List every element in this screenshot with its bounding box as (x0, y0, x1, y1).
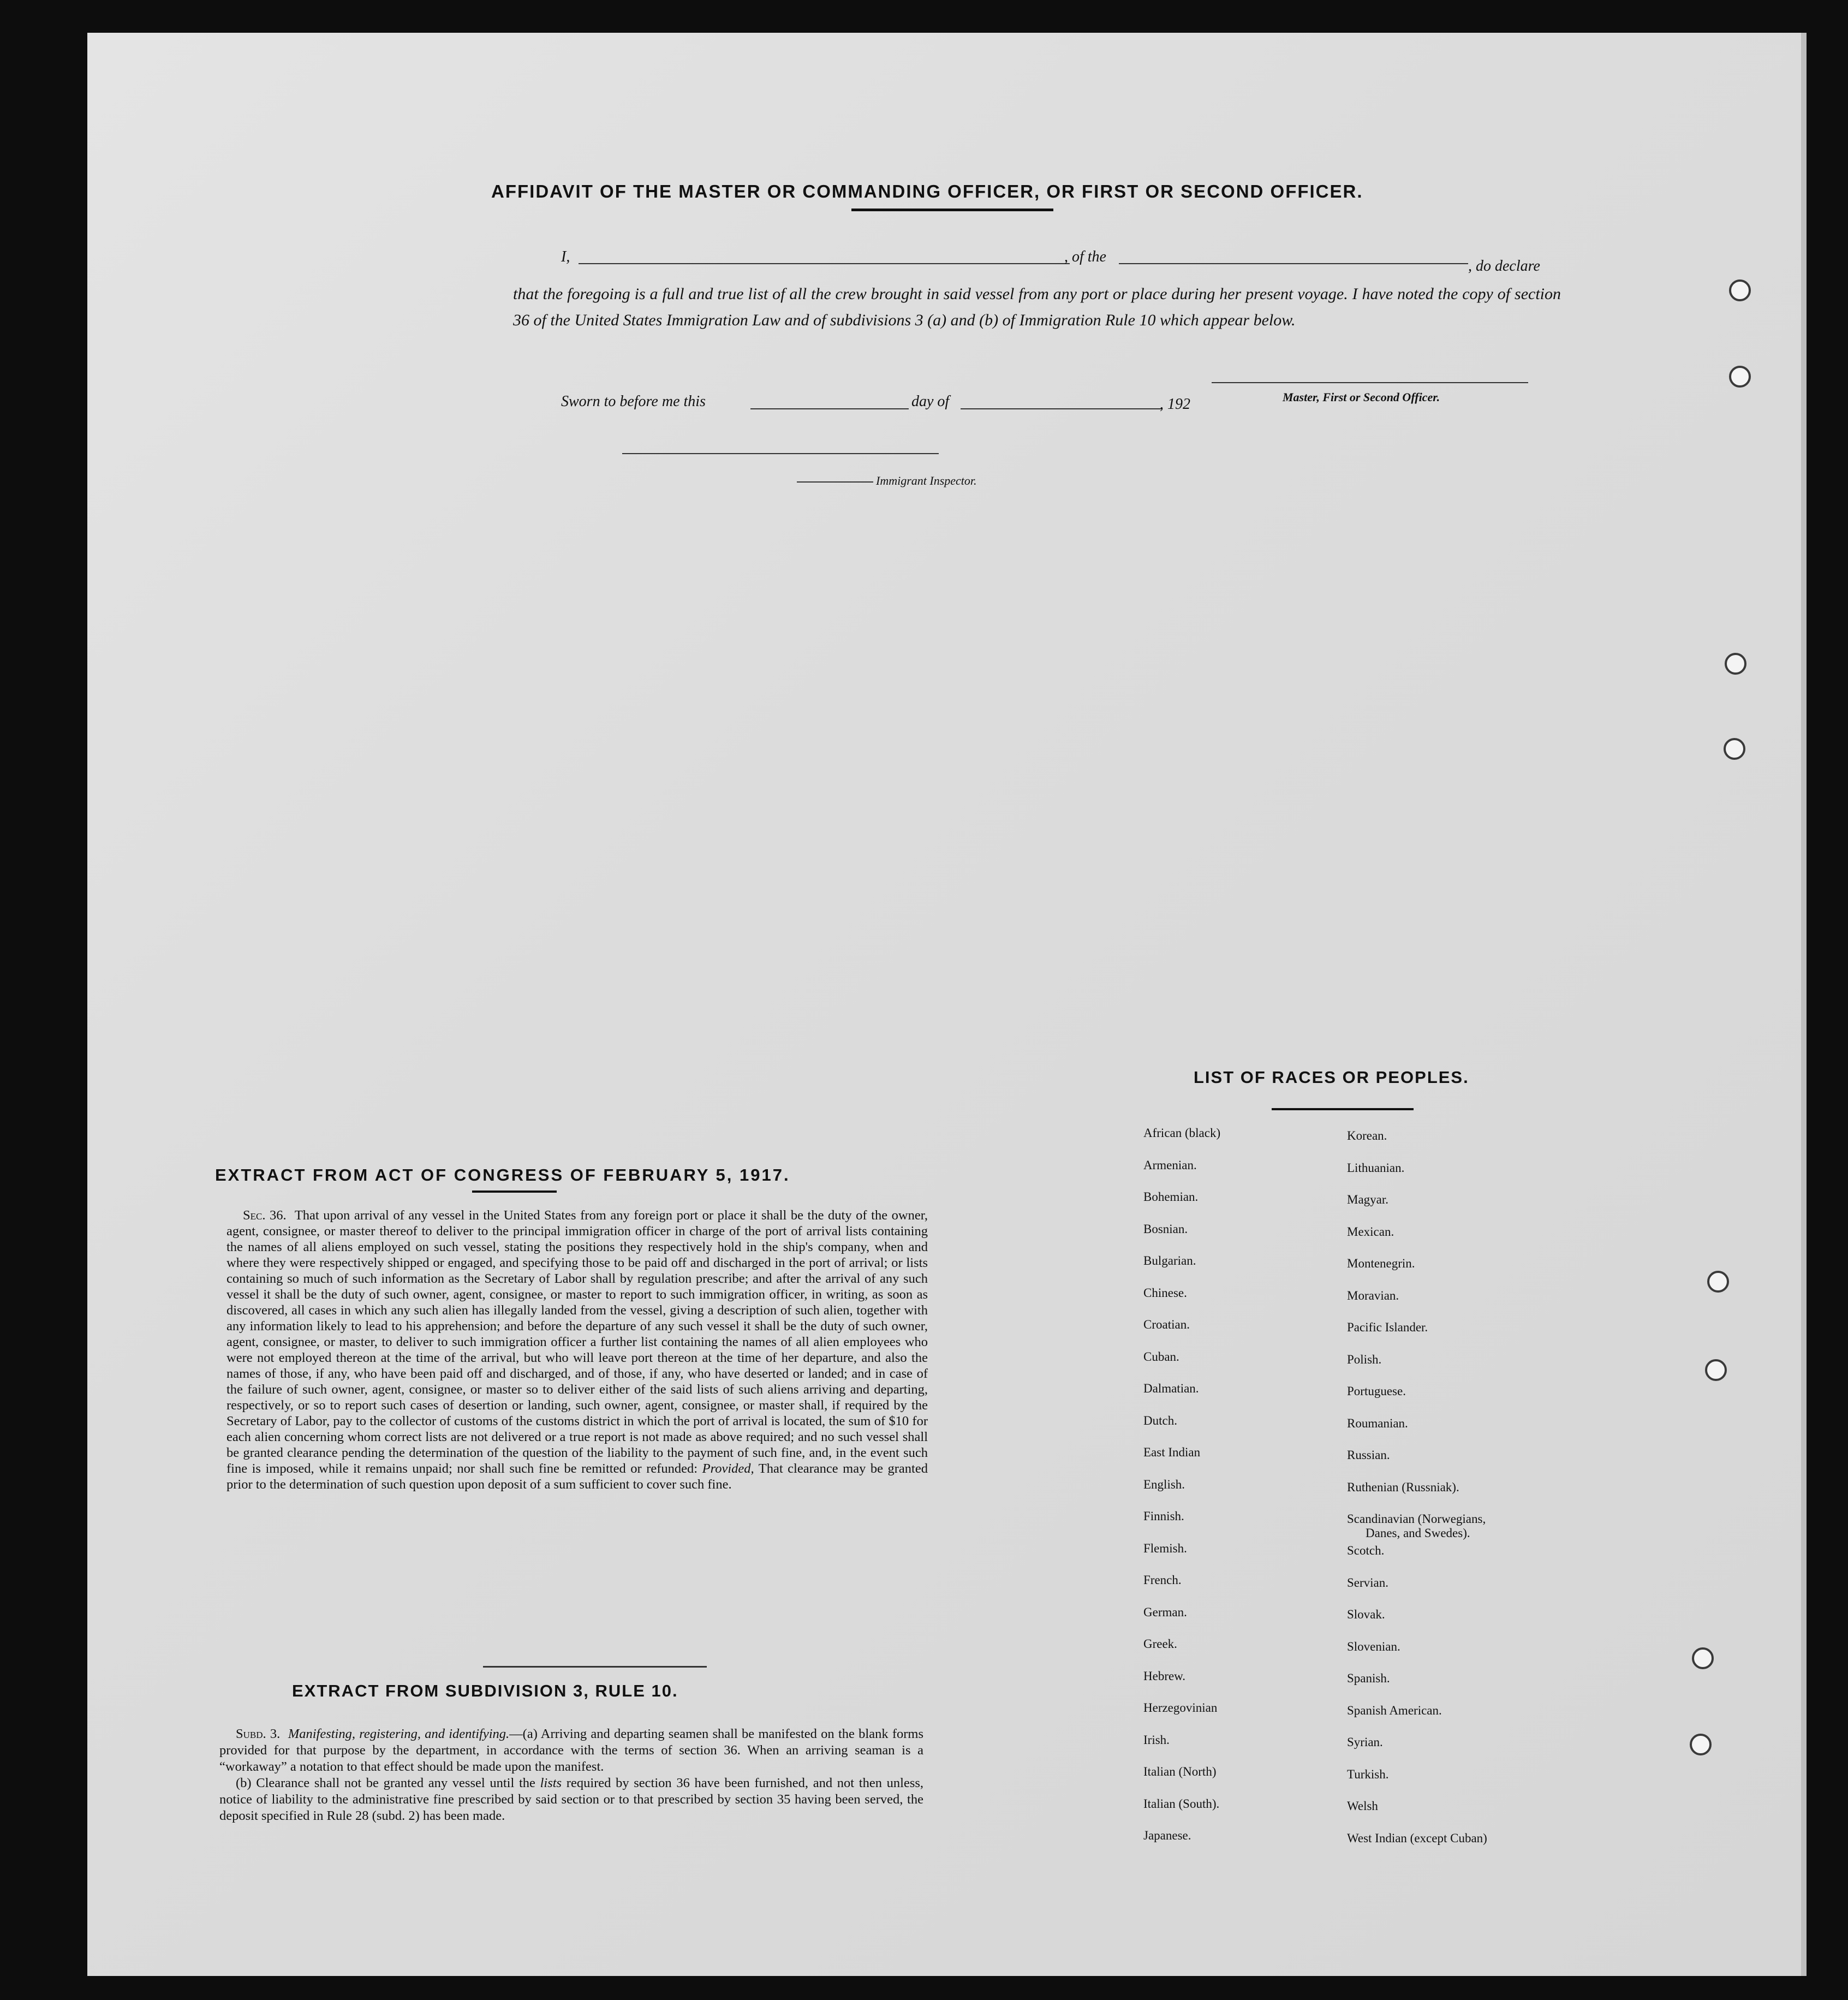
inspector-signature-line (622, 453, 939, 454)
race-item: East Indian (1143, 1445, 1201, 1459)
para-a: —(a) Arriving and departing seamen shall be manifested on the blank forms provided for that purpose by the department, in accordance with the terms of section 36. When an arriving seaman is a “workaway” a notation to that effect should be made upon the manifest. (219, 1727, 923, 1774)
race-item: French. (1143, 1573, 1182, 1587)
proviso-text: That clearance may be granted prior to the determination of such question upon deposit of a sum sufficient to cover such fine. (226, 1461, 928, 1492)
affidavit-body: that the foregoing is a full and true list of all the crew brought in said vessel from any port or place during her present voyage. I have noted the copy of section 36 of the United States Immigration Law and of subdivisions 3 (a) and (b) of Immigration Rule 10 which appear below. (513, 285, 1561, 329)
race-item: Scotch. (1347, 1544, 1385, 1557)
binder-hole-3 (1725, 653, 1746, 675)
binder-hole-5 (1707, 1271, 1729, 1293)
affidavit-vessel-blank (1119, 263, 1468, 264)
race-item: Slovenian. (1347, 1639, 1400, 1653)
para-b-lists: lists (540, 1776, 562, 1790)
races-title-rule (1272, 1108, 1414, 1110)
race-item: Italian (South). (1143, 1796, 1220, 1811)
extract-rule-text (219, 1726, 923, 1824)
race-item: Danes, and Swedes). (1366, 1526, 1470, 1540)
binder-hole-1 (1729, 279, 1751, 301)
race-item: Magyar. (1347, 1193, 1389, 1206)
binder-hole-7 (1692, 1647, 1714, 1669)
extract-act-text (226, 1207, 928, 1492)
master-signature-line (1212, 382, 1528, 383)
race-item: Polish. (1347, 1352, 1382, 1366)
race-item: Bulgarian. (1143, 1254, 1196, 1267)
race-item: Syrian. (1347, 1735, 1383, 1749)
scanned-page (87, 33, 1807, 1976)
race-item: Welsh (1347, 1799, 1378, 1813)
master-signature-label: Master, First or Second Officer. (1283, 390, 1440, 404)
race-item: Roumanian. (1347, 1416, 1408, 1430)
affidavit-title: AFFIDAVIT OF THE MASTER OR COMMANDING OFFICER, OR FIRST OR SECOND OFFICER. (491, 181, 1363, 201)
sworn-year-text: , 192 (1160, 396, 1190, 413)
extract-rule-title: EXTRACT FROM SUBDIVISION 3, RULE 10. (292, 1681, 678, 1700)
section-36-text: That upon arrival of any vessel in the United States from any foreign port or place it shall be the duty of the owner, agent, consignee, or master thereof to deliver to the principal immigration officer in charge of the port of arrival lists containing the names of all aliens employed on such vessel, stating the positions they respectively hold in the ship's company, when and where they were respectively shipped or engaged, and specifying those to be paid off and discharged in the port of arrival; or lists containing so much of such information as the Secretary of Labor shall by regulation prescribe; and after the arrival of any such vessel it shall be the duty of such owner, agent, consignee, or master to report to such immigration officer, in writing, as soon as discovered, all cases in which any such alien has illegally landed from the vessel, giving a description of such alien, together with any information likely to lead to his apprehension; and before the departure of any such vessel it shall be the duty of such owner, agent, consignee, or master, to deliver to such immigration officer a further list containing the names of all alien employees who were not employed thereon at the time of the arrival, but who will leave port thereon at the time of her departure, and also the names of those, if any, who have been paid off and discharged, and of those, if any, who have deserted or landed; and in case of the failure of such owner, agent, consignee, or master so to deliver either of the said lists of such aliens arriving and departing, respectively, or so to report such cases of desertion or landing, such owner, agent, consignee, or master shall, if required by the Secretary of Labor, pay to the collector of customs of the customs district in which the port of arrival is located, the sum of $10 for each alien concerning whom correct lists are not delivered or a true report is not made as above required; and no such vessel shall be granted clearance pending the determination of the question of the liability to the payment of such fine, and, in the event such fine is imposed, while it remains unpaid; nor shall such fine be remitted or refunded: (226, 1208, 928, 1476)
race-item: German. (1143, 1605, 1187, 1619)
race-item: Cuban. (1143, 1349, 1179, 1364)
races-title: LIST OF RACES OR PEOPLES. (1194, 1068, 1469, 1087)
affidavit-line1-i: I, (561, 248, 570, 265)
race-item: Hebrew. (1143, 1669, 1186, 1683)
race-item: Armenian. (1143, 1158, 1197, 1172)
race-item: Greek. (1143, 1637, 1177, 1651)
race-item: African (black) (1143, 1126, 1221, 1140)
affidavit-line1-of-the: , of the (1064, 248, 1106, 265)
race-item: Dutch. (1143, 1413, 1177, 1427)
races-right-column (1347, 1129, 1487, 1863)
binder-hole-6 (1705, 1359, 1727, 1381)
race-item: Herzegovinian (1143, 1701, 1218, 1715)
race-item: Bohemian. (1143, 1190, 1199, 1204)
race-item: Bosnian. (1143, 1222, 1188, 1236)
race-item: Servian. (1347, 1575, 1389, 1590)
inspector-label: Immigrant Inspector. (876, 474, 977, 487)
race-item: West Indian (except Cuban) (1347, 1831, 1487, 1845)
sworn-day-blank (750, 408, 909, 409)
race-item: Moravian. (1347, 1288, 1399, 1302)
day-of-text: day of (911, 393, 950, 410)
race-item: Pacific Islander. (1347, 1320, 1428, 1334)
affidavit-name-blank (579, 263, 1070, 264)
affidavit-title-rule (851, 209, 1053, 211)
race-item: Montenegrin. (1347, 1257, 1415, 1270)
race-item: Finnish. (1143, 1509, 1184, 1523)
race-item: Slovak. (1347, 1608, 1385, 1621)
race-item: Flemish. (1143, 1541, 1187, 1555)
binder-hole-4 (1724, 738, 1745, 760)
extract-act-title: EXTRACT FROM ACT OF CONGRESS OF FEBRUARY 5, 1917. (215, 1165, 790, 1184)
race-item: Russian. (1347, 1448, 1390, 1462)
proviso-word: Provided, (702, 1461, 754, 1476)
race-item: Japanese. (1143, 1829, 1191, 1842)
binder-hole-2 (1729, 366, 1751, 388)
race-item: Portuguese. (1347, 1384, 1406, 1398)
binder-hole-8 (1690, 1734, 1712, 1755)
races-left-column (1143, 1126, 1220, 1861)
race-item: Croatian. (1143, 1318, 1190, 1331)
extract-act-title-rule (472, 1191, 557, 1193)
race-item: Irish. (1143, 1733, 1170, 1747)
inspector-short-line (797, 481, 873, 483)
race-item: Chinese. (1143, 1285, 1187, 1300)
race-item: Dalmatian. (1143, 1382, 1199, 1395)
extract-separator (483, 1666, 707, 1668)
race-item: Lithuanian. (1347, 1160, 1405, 1175)
race-item: Spanish. (1347, 1671, 1390, 1685)
sworn-text: Sworn to before me this (561, 393, 706, 410)
race-item: Ruthenian (Russniak). (1347, 1480, 1459, 1494)
race-item: English. (1143, 1477, 1185, 1491)
race-item: Turkish. (1347, 1767, 1389, 1781)
sworn-month-blank (961, 408, 1163, 409)
para-b-text: required by section 36 have been furnished, and not then unless, notice of liability to the administrative fine prescribed by said section or to that prescribed by section 35 having been served, the deposit specified in Rule 28 (subd. 2) has been made. (219, 1776, 924, 1823)
race-item: Spanish American. (1347, 1703, 1442, 1717)
section-label: Sec. 36. (243, 1208, 287, 1223)
para-b-prefix: (b) Clearance shall not be granted any vessel until the (236, 1776, 535, 1790)
affidavit-line1-do-declare: , do declare (1468, 258, 1540, 275)
race-item: Scandinavian (Norwegians, (1347, 1512, 1486, 1526)
subd-label: Subd. 3. (236, 1727, 281, 1741)
race-item: Mexican. (1347, 1224, 1394, 1239)
page-edge-right (1801, 33, 1807, 1976)
race-item: Korean. (1347, 1129, 1387, 1142)
race-item: Italian (North) (1143, 1765, 1217, 1778)
subd-heading: Manifesting, registering, and identifying. (288, 1727, 510, 1741)
